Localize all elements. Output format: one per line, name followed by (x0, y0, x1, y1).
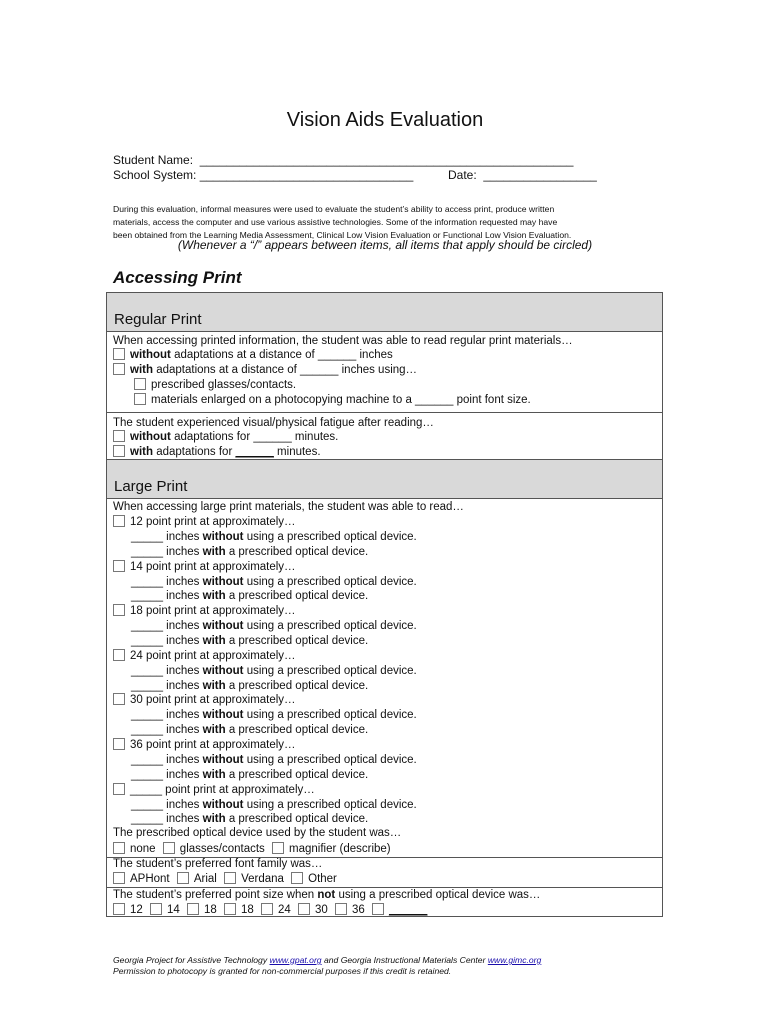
checkbox[interactable] (113, 649, 125, 661)
regular-with-item: with adaptations at a distance of ______ inches using… (113, 363, 417, 377)
size-item: 24 point print at approximately… (113, 649, 296, 663)
size-without-line: _____ inches without using a prescribed optical device. (131, 620, 417, 633)
regular-print-header (107, 292, 662, 332)
intro-note: (Whenever a “/” appears between items, all items that apply should be circled) (177, 238, 593, 252)
size-without-line: _____ inches without using a prescribed optical device. (131, 709, 417, 722)
footer-permission: Permission to photocopy is granted for non-commercial purposes if this credit is retained. (113, 966, 452, 976)
checkbox[interactable] (291, 872, 303, 884)
point-prompt: The student’s preferred point size when not using a prescribed optical device was… (113, 889, 541, 901)
checkbox[interactable] (113, 363, 125, 375)
fatigue-prompt: The student experienced visual/physical fatigue after reading… (113, 417, 434, 429)
size-without-line: _____ inches without using a prescribed optical device. (131, 798, 417, 811)
checkbox[interactable] (113, 693, 125, 705)
size-item: _____ point print at approximately… (113, 783, 315, 797)
size-with-line: _____ inches with a prescribed optical device. (131, 813, 369, 826)
checkbox[interactable] (113, 515, 125, 527)
size-item: 36 point print at approximately… (113, 738, 296, 752)
checkbox[interactable] (113, 430, 125, 442)
row-divider (106, 412, 663, 413)
checkbox[interactable] (113, 903, 125, 915)
size-with-line: _____ inches with a prescribed optical device. (131, 768, 369, 781)
gimc-link[interactable]: www.gimc.org (487, 955, 542, 965)
size-without-line: _____ inches without using a prescribed optical device. (131, 530, 417, 543)
intro-line: been obtained from the Learning Media Assessment, Clinical Low Vision Evaluation or Functional Low Vision Evaluation. (113, 230, 572, 240)
intro-paragraph (113, 203, 658, 242)
regular-print-prompt: When accessing printed information, the student was able to read regular print materials… (113, 335, 573, 347)
size-without-line: _____ inches without using a prescribed optical device. (131, 753, 417, 766)
checkbox[interactable] (113, 872, 125, 884)
size-item: 12 point print at approximately… (113, 515, 296, 529)
checkbox[interactable] (150, 903, 162, 915)
checkbox[interactable] (113, 445, 125, 457)
size-with-line: _____ inches with a prescribed optical device. (131, 724, 369, 737)
checkbox[interactable] (134, 393, 146, 405)
size-item: 18 point print at approximately… (113, 604, 296, 618)
page-title: Vision Aids Evaluation (286, 109, 484, 131)
checkbox[interactable] (113, 783, 125, 795)
size-with-line: _____ inches with a prescribed optical device. (131, 679, 369, 692)
fatigue-without-item: without adaptations for ______ minutes. (113, 430, 338, 444)
checkbox[interactable] (113, 842, 125, 854)
checkbox[interactable] (261, 903, 273, 915)
checkbox[interactable] (298, 903, 310, 915)
checkbox[interactable] (113, 560, 125, 572)
large-print-prompt: When accessing large print materials, the student was able to read… (113, 501, 464, 513)
footer: Georgia Project for Assistive Technology www.gpat.org and Georgia Instructional Materials Center www.gimc.org Permission to photocopy is granted for non-commercial purposes if this credit is retained. (113, 955, 542, 976)
checkbox[interactable] (224, 872, 236, 884)
date-line: Date: _________________ (448, 168, 597, 182)
font-options: APHont Arial Verdana Other (113, 872, 337, 886)
checkbox[interactable] (113, 604, 125, 616)
fatigue-with-item: with adaptations for ______ minutes. (113, 445, 321, 459)
size-without-line: _____ inches without using a prescribed optical device. (131, 664, 417, 677)
font-prompt: The student’s preferred font family was… (113, 858, 323, 870)
checkbox[interactable] (177, 872, 189, 884)
intro-line: During this evaluation, informal measures were used to evaluate the student’s ability to access print, produce written (113, 204, 555, 214)
point-options: 12 14 18 18 24 30 36 ______ (113, 903, 427, 917)
size-with-line: _____ inches with a prescribed optical device. (131, 545, 369, 558)
device-prompt: The prescribed optical device used by the student was… (113, 827, 402, 839)
checkbox[interactable] (134, 378, 146, 390)
device-options: none glasses/contacts magnifier (describe) (113, 842, 391, 856)
checkbox[interactable] (372, 903, 384, 915)
section-title: Accessing Print (113, 268, 242, 287)
checkbox[interactable] (272, 842, 284, 854)
regular-glasses-item: prescribed glasses/contacts. (134, 378, 296, 392)
checkbox[interactable] (187, 903, 199, 915)
regular-without-item: without adaptations at a distance of ______ inches (113, 348, 393, 362)
size-with-line: _____ inches with a prescribed optical device. (131, 635, 369, 647)
checkbox[interactable] (113, 738, 125, 750)
large-print-header (107, 459, 662, 499)
regular-enlarged-item: materials enlarged on a photocopying machine to a ______ point font size. (134, 393, 531, 407)
regular-print-title: Regular Print (114, 311, 202, 328)
intro-line: materials, access the computer and use various assistive technologies. Some of the information requested may have (113, 217, 558, 227)
size-item: 14 point print at approximately… (113, 560, 296, 574)
size-with-line: _____ inches with a prescribed optical device. (131, 590, 369, 603)
gpat-link[interactable]: www.gpat.org (269, 955, 322, 965)
student-name-line: Student Name: ________________________________________________________ (113, 153, 574, 167)
checkbox[interactable] (335, 903, 347, 915)
checkbox[interactable] (113, 348, 125, 360)
checkbox[interactable] (163, 842, 175, 854)
size-without-line: _____ inches without using a prescribed optical device. (131, 575, 417, 588)
size-item: 30 point print at approximately… (113, 693, 296, 707)
checkbox[interactable] (224, 903, 236, 915)
school-system-line: School System: ________________________________ (113, 168, 414, 182)
large-print-title: Large Print (114, 478, 188, 495)
